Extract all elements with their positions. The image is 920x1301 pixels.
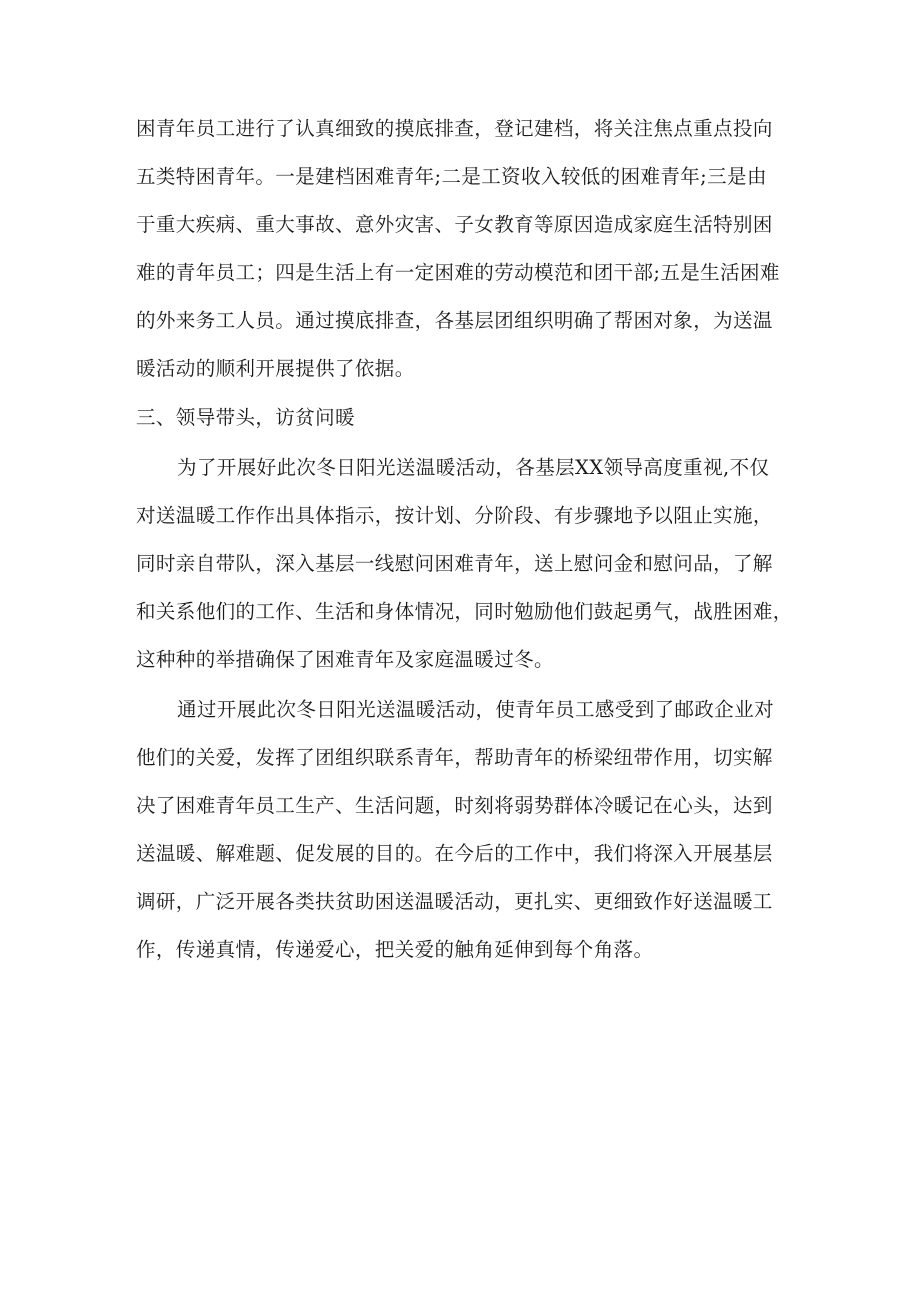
paragraph-line: 这种种的举措确保了困难青年及家庭温暖过冬。 bbox=[136, 648, 554, 671]
section-heading: 三、领导带头，访贫问暖 bbox=[136, 406, 355, 429]
paragraph-line: 作，传递真情，传递爱心，把关爱的触角延伸到每个角落。 bbox=[136, 938, 654, 961]
paragraph-line: 难的青年员工；四是生活上有一定困难的劳动模范和团干部;五是生活困难 bbox=[136, 261, 780, 284]
paragraph-line: 送温暖、解难题、促发展的目的。在今后的工作中，我们将深入开展基层 bbox=[136, 842, 773, 865]
paragraph-line: 五类特困青年。一是建档困难青年;二是工资收入较低的困难青年;三是由 bbox=[136, 165, 767, 188]
paragraph-line: 的外来务工人员。通过摸底排查，各基层团组织明确了帮困对象，为送温 bbox=[136, 309, 773, 332]
paragraph-line: 他们的关爱，发挥了团组织联系青年，帮助青年的桥梁纽带作用，切实解 bbox=[136, 746, 773, 769]
paragraph-line: 决了困难青年员工生产、生活问题，时刻将弱势群体冷暖记在心头，达到 bbox=[136, 794, 773, 817]
paragraph-line: 对送温暖工作作出具体指示，按计划、分阶段、有步骤地予以阻止实施， bbox=[136, 504, 773, 527]
paragraph-line: 调研，广泛开展各类扶贫助困送温暖活动，更扎实、更细致作好送温暖工 bbox=[136, 890, 773, 913]
paragraph-line: 困青年员工进行了认真细致的摸底排查，登记建档，将关注焦点重点投向 bbox=[136, 117, 773, 140]
paragraph-line: 为了开展好此次冬日阳光送温暖活动，各基层XX领导高度重视,不仅 bbox=[177, 456, 770, 479]
paragraph-line: 和关系他们的工作、生活和身体情况，同时勉励他们鼓起勇气，战胜困难， bbox=[136, 600, 793, 623]
paragraph-line: 通过开展此次冬日阳光送温暖活动，使青年员工感受到了邮政企业对 bbox=[177, 698, 775, 721]
paragraph-line: 同时亲自带队，深入基层一线慰问困难青年，送上慰问金和慰问品，了解 bbox=[136, 552, 773, 575]
paragraph-line: 于重大疾病、重大事故、意外灾害、子女教育等原因造成家庭生活特别困 bbox=[136, 213, 773, 236]
paragraph-line: 暖活动的顺利开展提供了依据。 bbox=[136, 357, 415, 380]
